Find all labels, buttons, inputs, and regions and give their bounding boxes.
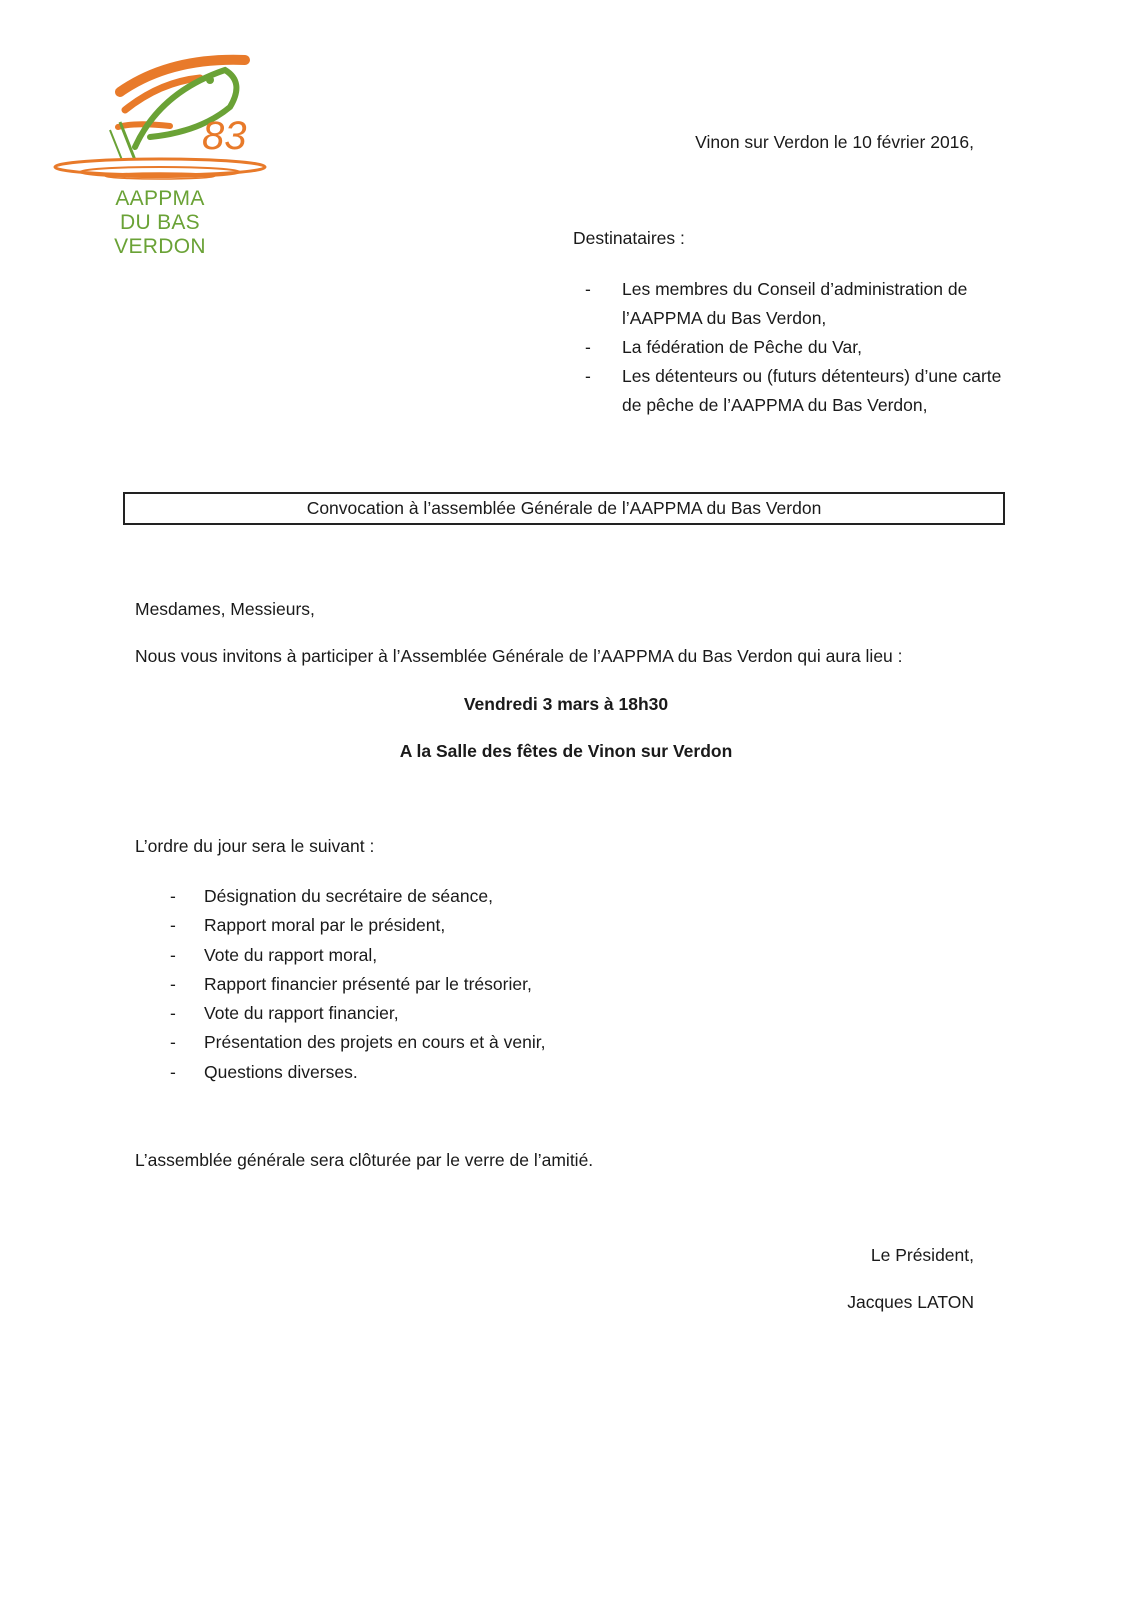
list-item: - Rapport financier présenté par le trésorier, <box>170 970 545 999</box>
list-item: - Les membres du Conseil d’administration de l’AAPPMA du Bas Verdon, <box>585 275 1005 333</box>
meeting-date: Vendredi 3 mars à 18h30 <box>463 694 669 714</box>
logo-name-line: VERDON <box>114 235 206 258</box>
list-item: - Présentation des projets en cours et à venir, <box>170 1028 545 1057</box>
list-item: - Questions diverses. <box>170 1058 545 1087</box>
logo-name <box>50 187 270 259</box>
list-item: - Les détenteurs ou (futurs détenteurs) d’une carte de pêche de l’AAPPMA du Bas Verdon, <box>585 362 1005 420</box>
closing-sentence: L’assemblée générale sera clôturée par le verre de l’amitié. <box>135 1150 594 1170</box>
date-line: Vinon sur Verdon le 10 février 2016, <box>695 132 974 152</box>
salutation: Mesdames, Messieurs, <box>135 599 315 619</box>
logo-name-line: DU BAS <box>120 211 200 234</box>
list-item: - Rapport moral par le président, <box>170 911 545 940</box>
logo-name-line: AAPPMA <box>115 187 205 210</box>
recipients-title: Destinataires : <box>573 228 685 248</box>
recipients-list <box>585 275 1005 420</box>
signature-title: Le Président, <box>870 1245 974 1265</box>
list-item: - Désignation du secrétaire de séance, <box>170 882 545 911</box>
list-item: - La fédération de Pêche du Var, <box>585 333 1005 362</box>
subject-box: Convocation à l’assemblée Générale de l’AAPPMA du Bas Verdon <box>123 492 1005 525</box>
aappma-logo <box>50 52 270 267</box>
logo-number: 83 <box>202 114 247 158</box>
agenda-title: L’ordre du jour sera le suivant : <box>135 836 375 856</box>
signature-name: Jacques LATON <box>847 1292 974 1312</box>
intro-paragraph: Nous vous invitons à participer à l’Assemblée Générale de l’AAPPMA du Bas Verdon qui aura lieu : <box>135 646 903 666</box>
meeting-location: A la Salle des fêtes de Vinon sur Verdon <box>399 741 733 761</box>
list-item: - Vote du rapport financier, <box>170 999 545 1028</box>
list-item: - Vote du rapport moral, <box>170 941 545 970</box>
agenda-list <box>170 882 545 1087</box>
